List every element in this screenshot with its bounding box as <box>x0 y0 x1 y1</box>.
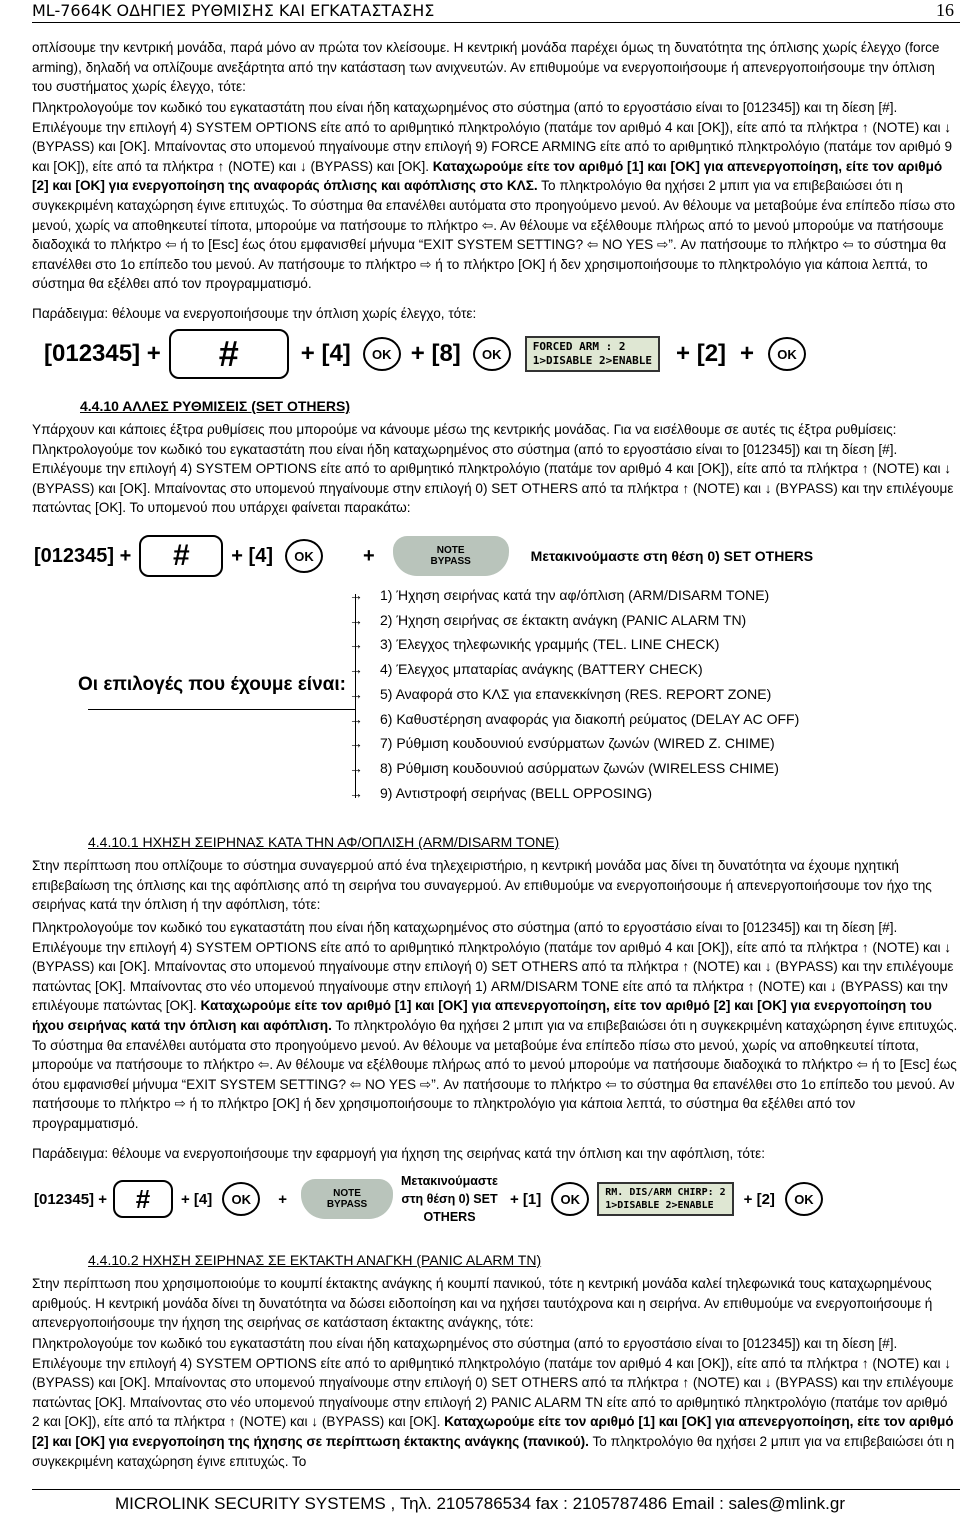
page-header <box>32 0 960 23</box>
goto-set-others-text: Μετακινούμαστε στη θέση 0) SET OTHERS <box>530 548 814 564</box>
key-4-text: + [4] <box>180 1190 213 1208</box>
option-arrow-icon: → <box>349 587 363 603</box>
example3-sequence <box>34 1170 823 1228</box>
ok-key-icon: OK <box>551 1182 589 1216</box>
bypass-key-label: BYPASS <box>430 556 471 567</box>
document-title: ML-7664K ΟΔΗΓΙΕΣ ΡΥΘΜΙΣΗΣ ΚΑΙ ΕΓΚΑΤΑΣΤΑΣΗΣ <box>32 1 435 20</box>
steps-text: Πληκτρολογούμε τον κωδικό του εγκαταστάτη που είναι ήδη καταχωρημένος στο σύστημα (από το εργοστάσιο είναι το [012345]) και τη δίεση [#]. Επιλέγουμε την επιλογή 4) SYSTEM OPTIONS είτε από το αριθμητικό πληκτρολόγιο (πατάμε τον αριθμό 4 και [OK]), είτε από τα πλήκτρα ↑ (NOTE) και ↓ (BYPASS) και [OK]. Μπαίνοντας στο υπομενού πηγαίνουμε στην επιλογή 9) FORCE ARMING είτε από το αριθμητικό πληκτρολόγιο (πατάμε τον αριθμό 9 και [OK]), είτε από τα πλήκτρα ↑ (NOTE) και ↓ (BYPASS) και [OK]. <box>32 100 953 174</box>
hash-key: # <box>113 1180 173 1218</box>
steps-tail-text: Το πληκτρολόγιο θα ηχήσει 2 μπιπ για να επιβεβαιώσει ότι η συγκεκριμένη καταχώρηση έγινε επιτυχώς. Το σύστημα θα επανέλθει αυτόματα στο προηγούμενο μενού. Αν θέλουμε να μεταβούμε ένα επίπεδο πίσω στο μενού, χωρίς να αποθηκευτεί τίποτα, μπορούμε να πατήσουμε το πλήκτρο ⇦. Αν θέλουμε να εξέλθουμε πλήρως από το μενού μπορούμε να πατήσουμε διαδοχικά το πλήκτρο ⇦ ή το [Esc] έως ότου εμφανισθεί μήνυμα “EXIT SYSTEM SETTING? ⇦ NO YES ⇨”. Αν πατήσουμε το πλήκτρο ⇦ το σύστημα θα επανέλθει στο 1ο επίπεδο του μενού. Αν πατήσουμε το πλήκτρο ⇨ ή το πλήκτρο [OK] ή δεν χρησιμοποιήσουμε το πληκτρολόγιο για κάποια λεπτά, το σύστημα θα εξέλθει από τον προγραμματισμό. <box>32 178 956 292</box>
page-footer: MICROLINK SECURITY SYSTEMS , Τηλ. 2105786534 fax : 2105787486 Email : sales@mlink.gr <box>114 1494 845 1513</box>
option-item: 5) Αναφορά στο ΚΛΣ για επανεκκίνηση (RES. REPORT ZONE) <box>380 685 772 702</box>
key-2-text: + [2] <box>676 340 727 367</box>
goto-line-1: Μετακινούμαστε <box>401 1174 498 1188</box>
plus-sign: + <box>362 544 375 567</box>
option-item: 1) Ήχηση σειρήνας κατά την αφ/όπλιση (ARM/DISARM TONE) <box>380 587 770 603</box>
options-underline <box>88 709 356 710</box>
lcd-display <box>525 336 660 372</box>
note-key-label: NOTE <box>436 545 465 556</box>
note-key-label: NOTE <box>333 1188 361 1199</box>
steps-tail-text: Το πληκτρολόγιο θα ηχήσει 2 μπιπ για να επιβεβαιώσει ότι η συγκεκριμένη καταχώρηση έγινε επιτυχώς. Το <box>32 1433 955 1469</box>
option-arrow-icon: → <box>349 759 363 776</box>
key-2-text: + [2] <box>743 1190 775 1208</box>
key-4-text: + [4] <box>231 544 273 567</box>
lcd-display <box>597 1182 733 1216</box>
ok-key-icon: OK <box>785 1182 823 1216</box>
page-number: 16 <box>936 0 954 20</box>
goto-line-2: στη θέση 0) SET <box>401 1192 498 1206</box>
option-arrow-icon: → <box>349 735 363 752</box>
plus-sign: + <box>278 1190 288 1208</box>
goto-set-others-text <box>401 1172 498 1226</box>
option-item: 9) Αντιστροφή σειρήνας (BELL OPPOSING) <box>380 784 653 801</box>
note-bypass-keys-icon <box>393 536 509 576</box>
installer-code: [012345] + <box>44 340 161 367</box>
paragraph-panic-steps <box>32 1334 958 1482</box>
ok-key-icon: OK <box>363 337 401 371</box>
example3-caption: Παράδειγμα: θέλουμε να ενεργοποιήσουμε την εφαρμογή για ήχηση της σειρήνας κατά την όπλιση και την αφόπλιση, τότε: <box>32 1146 765 1161</box>
hash-key: # <box>139 535 223 577</box>
option-item: 2) Ήχηση σειρήνας σε έκτακτη ανάγκη (PANIC ALARM TN) <box>380 611 747 628</box>
paragraph-force-arming-steps <box>32 98 958 298</box>
option-arrow-icon: → <box>349 685 363 702</box>
section-title-set-others: 4.4.10 ΑΛΛΕΣ ΡΥΘΜΙΣΕΙΣ (SET OTHERS) <box>80 398 350 414</box>
plus-sign: + <box>740 340 755 367</box>
steps-bold-text: Καταχωρούμε είτε τον αριθμό [1] και [OK] για απενεργοποίηση, είτε τον αριθμό [2] και [OK] για ενεργοποίηση της ήχησης σε περίπτωση έκτακτης ανάγκης (πανικού). <box>32 1414 954 1449</box>
ok-key-icon: OK <box>768 337 806 371</box>
option-arrow-icon: → <box>349 710 363 727</box>
installer-code: [012345] + <box>34 1190 107 1208</box>
steps-bold-text: Καταχωρούμε είτε τον αριθμό [1] και [OK] για απενεργοποίηση, είτε τον αριθμό [2] και [OK] για ενεργοποίηση της αναφοράς όπλισης και αφόπλισης στο ΚΛΣ. <box>32 158 943 194</box>
key-8-text: + [8] <box>410 340 461 367</box>
note-bypass-keys-icon <box>301 1179 393 1219</box>
example2-sequence <box>34 534 813 578</box>
options-label: Οι επιλογές που έχουμε είναι: <box>78 674 346 695</box>
ok-key-icon: OK <box>473 337 511 371</box>
steps-text: Πληκτρολογούμε τον κωδικό του εγκαταστάτη που είναι ήδη καταχωρημένος στο σύστημα (από το εργοστάσιο είναι το [012345]) και τη δίεση [#]. Επιλέγουμε την επιλογή 4) SYSTEM OPTIONS είτε από το αριθμητικό πληκτρολόγιο (πατάμε τον αριθμό 4 και [OK]), είτε από τα πλήκτρα ↑ (NOTE) και ↓ (BYPASS) και [OK]. Μπαίνοντας στο υπομενού πηγαίνουμε στην επιλογή 0) SET OTHERS από τα πλήκτρα ↑ (NOTE) και ↓ (BYPASS) και την επιλέγουμε πατώντας [OK]. Μπαίνοντας στο νέο υπομενού πηγαίνουμε στην επιλογή 2) PANIC ALARM TN είτε από το αριθμητικό πληκτρολόγιο (πατάμε τον αριθμό 2 και [OK]), είτε από τα πλήκτρα ↑ (NOTE) και ↓ (BYPASS) και [OK]. <box>32 1336 954 1430</box>
option-arrow-icon: → <box>349 784 363 801</box>
steps-bold-text: Καταχωρούμε είτε τον αριθμό [1] και [OK] για απενεργοποίηση, είτε τον αριθμό [2] και [OK] για ενεργοποίηση του ήχου σειρήνας κατά την όπλιση και αφόπλιση. <box>32 998 932 1033</box>
option-arrow-icon: → <box>349 636 363 653</box>
option-item: 3) Έλεγχος τηλεφωνικής γραμμής (TEL. LINE CHECK) <box>380 636 720 653</box>
option-arrow-icon: → <box>349 661 363 678</box>
key-1-text: + [1] <box>509 1190 542 1208</box>
option-item: 4) Έλεγχος μπαταρίας ανάγκης (BATTERY CHECK) <box>380 661 703 678</box>
ok-key-icon: OK <box>285 539 323 573</box>
footer-divider <box>32 1489 960 1490</box>
option-item: 8) Ρύθμιση κουδουνιού ασύρματων ζωνών (WIRELESS CHIME) <box>380 759 779 776</box>
ok-key-icon: OK <box>222 1182 260 1216</box>
section-title-arm-disarm-tone: 4.4.10.1 ΗΧΗΣΗ ΣΕΙΡΗΝΑΣ ΚΑΤΑ ΤΗΝ ΑΦ/ΟΠΛΙΣΗ (ARM/DISARM TONE) <box>88 834 560 850</box>
bypass-key-label: BYPASS <box>326 1199 368 1210</box>
paragraph-arm-disarm-intro: Στην περίπτωση που οπλίζουμε το σύστημα συναγερμού από ένα τηλεχειριστήριο, η κεντρική μονάδα μας δίνει τη δυνατότητα να έχουμε ηχητική επιβεβαίωση της όπλισης και της αφόπλισης από τη σειρήνα του συναγερμού. Αν επιθυμούμε να ενεργοποιήσουμε ή απενεργοποιήσουμε τον ήχο της σειρήνας κατά την όπλιση ή την αφόπλιση, τότε: <box>32 858 932 913</box>
option-arrow-icon: → <box>349 611 363 628</box>
hash-key: # <box>169 329 289 379</box>
lcd-line-2: 1>DISABLE 2>ENABLE <box>532 354 653 367</box>
steps-tail-text: Το πληκτρολόγιο θα ηχήσει 2 μπιπ για να επιβεβαιώσει ότι η συγκεκριμένη καταχώρηση έγινε επιτυχώς. Το σύστημα θα επανέλθει αυτόματα στο προηγούμενο μενού. Αν θέλουμε να μεταβούμε ένα επίπεδο πίσω στο μενού, χωρίς να αποθηκευτεί τίποτα, μπορούμε να πατήσουμε το πλήκτρο ⇦. Αν θέλουμε να εξέλθουμε πλήρως από το μενού μπορούμε να πατήσουμε διαδοχικά το πλήκτρο ⇦ ή το [Esc] έως ότου εμφανισθεί μήνυμα “EXIT SYSTEM SETTING? ⇦ NO YES ⇨”. Αν πατήσουμε το πλήκτρο ⇦ το σύστημα θα επανέλθει στο 1ο επίπεδο του μενού. Αν πατήσουμε το πλήκτρο ⇨ ή το πλήκτρο [OK] ή δεν χρησιμοποιήσουμε το πληκτρολόγιο για κάποια λεπτά, το σύστημα θα εξέλθει από τον προγραμματισμό. <box>32 1017 958 1131</box>
steps-text: Πληκτρολογούμε τον κωδικό του εγκαταστάτη που είναι ήδη καταχωρημένος στο σύστημα (από το εργοστάσιο είναι το [012345]) και τη δίεση [#]. Επιλέγουμε την επιλογή 4) SYSTEM OPTIONS είτε από το αριθμητικό πληκτρολόγιο (πατάμε τον αριθμό 4 και [OK]), είτε από τα πλήκτρα ↑ (NOTE) και ↓ (BYPASS) και [OK]. Μπαίνοντας στο υπομενού πηγαίνουμε στην επιλογή 0) SET OTHERS από τα πλήκτρα ↑ (NOTE) και ↓ (BYPASS) και την επιλέγουμε πατώντας [OK]. Μπαίνοντας στο νέο υπομενού πηγαίνουμε στην επιλογή 1) ARM/DISARM TONE είτε από τα πλήκτρα ↑ (NOTE) και ↓ (BYPASS) και την επιλέγουμε πατώντας [OK]. <box>32 920 954 1014</box>
option-item: 7) Ρύθμιση κουδουνιού ενσύρματων ζωνών (WIRED Z. CHIME) <box>380 735 775 752</box>
lcd-line-1: FORCED ARM : 2 <box>532 340 626 353</box>
lcd-line-2: 1>DISABLE 2>ENABLE <box>605 1200 714 1211</box>
example1-sequence <box>44 326 806 382</box>
paragraph-panic-intro: Στην περίπτωση που χρησιμοποιούμε το κουμπί έκτακτης ανάγκης ή κουμπί πανικού, τότε η κεντρική μονάδα καλεί τηλεφωνικά τους καταχωρημένους αριθμούς. Η κεντρική μονάδα δίνει τη δυνατότητα να δώσει ειδοποίηση και να ηχήσει ταυτόχρονα και η σειρήνα. Αν επιθυμούμε να ενεργοποιήσουμε ή απενεργοποιήσουμε την ήχηση της σειρήνας σε κατάσταση έκτακτης ανάγκης, τότε: <box>32 1276 933 1331</box>
installer-code: [012345] + <box>34 544 132 567</box>
key-4-text: + [4] <box>300 340 351 367</box>
option-item: 6) Καθυστέρηση αναφοράς για διακοπή ρεύματος (DELAY AC OFF) <box>380 710 800 727</box>
paragraph-set-others: Υπάρχουν και κάποιες έξτρα ρυθμίσεις που μπορούμε να κάνουμε μέσω της κεντρικής μονάδας. Για να εισέλθουμε σε αυτές τις έξτρα ρυθμίσεις: Πληκτρολογούμε τον κωδικό του εγκαταστάτη που είναι ήδη καταχωρημένος στο σύστημα (από το εργοστάσιο είναι το [012345]) και τη δίεση [#]. Επιλέγουμε την επιλογή 4) SYSTEM OPTIONS είτε από το αριθμητικό πληκτρολόγιο (πατάμε τον αριθμό 4 και [OK]), είτε από τα πλήκτρα ↑ (NOTE) και ↓ (BYPASS) και [OK]. Μπαίνοντας στο υπομενού πηγαίνουμε στην επιλογή 0) SET OTHERS από τα πλήκτρα ↑ (NOTE) και ↓ (BYPASS) και την επιλέγουμε πατώντας [OK]. Το υπομενού που υπάρχει φαίνεται παρακάτω: <box>32 422 954 516</box>
paragraph-force-arming-intro: οπλίσουμε την κεντρική μονάδα, παρά μόνο αν πρώτα τον κλείσουμε. Η κεντρική μονάδα παρέχει όμως τη δυνατότητα της όπλισης χωρίς έλεγχο (force arming), δηλαδή να οπλίζουμε ανεξάρτητα από την κατάσταση των ανιχνευτών. Αν επιθυμούμε να ενεργοποιήσουμε ή απενεργοποιήσουμε την όπλιση του συστήματος χωρίς έλεγχο, τότε: <box>32 40 940 95</box>
goto-line-3: OTHERS <box>423 1210 476 1224</box>
lcd-line-1: RM. DIS/ARM CHIRP: 2 <box>605 1187 726 1198</box>
section-title-panic-alarm-tn: 4.4.10.2 ΗΧΗΣΗ ΣΕΙΡΗΝΑΣ ΣΕ ΕΚΤΑΚΤΗ ΑΝΑΓΚΗ (PANIC ALARM TN) <box>88 1252 542 1268</box>
paragraph-arm-disarm-steps <box>32 918 958 1140</box>
example1-caption: Παράδειγμα: θέλουμε να ενεργοποιήσουμε την όπλιση χωρίς έλεγχο, τότε: <box>32 306 477 321</box>
